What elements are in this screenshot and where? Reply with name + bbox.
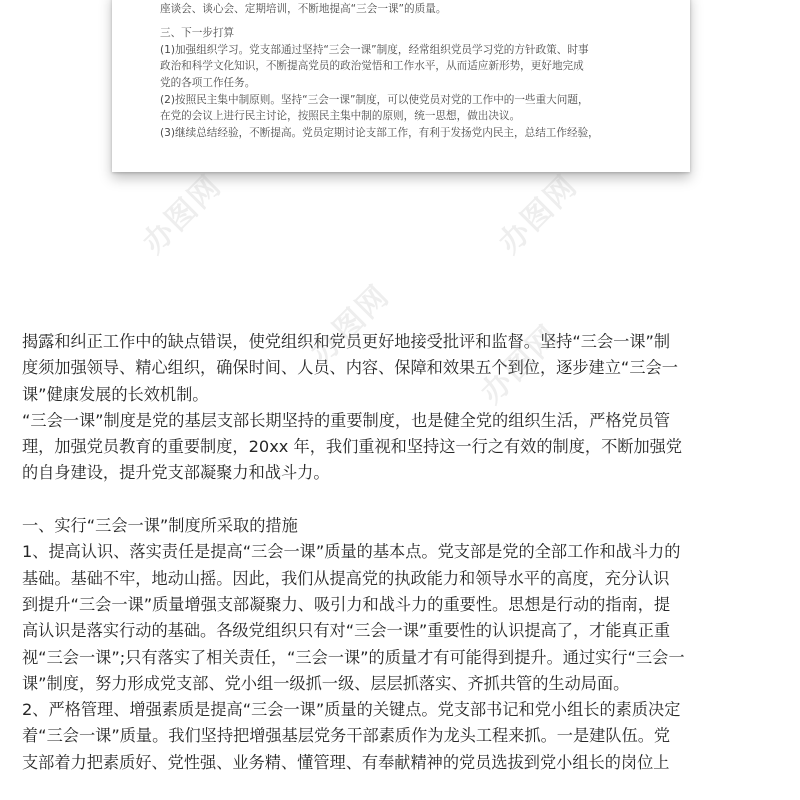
paragraph-spacer (22, 487, 782, 513)
body-line: 基础。基础不牢，地动山摇。因此，我们从提高党的执政能力和领导水平的高度，充分认识 (22, 568, 670, 588)
body-line: 理，加强党员教育的重要制度，20xx 年，我们重视和坚持这一行之有效的制度，不断加强党 (22, 437, 683, 457)
body-line: 一、实行“三会一课”制度所采取的措施 (22, 516, 298, 536)
body-line: 揭露和纠正工作中的缺点错误，使党组织和党员更好地接受批评和监督。坚持“三会一课”制 (22, 332, 671, 351)
preview-line: 座谈会、谈心会、定期培训，不断地提高“三会一课”的质量。 (160, 2, 447, 15)
watermark: 办图网 (474, 318, 567, 411)
body-line: “三会一课”制度是党的基层支部长期坚持的重要制度，也是健全党的组织生活，严格党员管 (22, 410, 671, 430)
watermark: 办图网 (136, 168, 229, 261)
preview-text-block (160, 0, 660, 141)
body-line: 2、严格管理、增强素质是提高“三会一课”质量的关键点。党支部书记和党小组长的素质决定 (22, 700, 681, 720)
preview-line: 三、下一步打算 (160, 27, 235, 40)
preview-line: (3)继续总结经验，不断提高。党员定期讨论支部工作，有利于发扬党内民主，总结工作经验， (160, 126, 599, 139)
main-text-block (22, 329, 782, 776)
body-line: 的自身建设，提升党支部凝聚力和战斗力。 (22, 463, 330, 483)
body-line: 度须加强领导、精心组织，确保时间、人员、内容、保障和效果五个到位，逐步建立“三会一 (22, 358, 678, 378)
body-line: 支部着力把素质好、党性强、业务精、懂管理、有奉献精神的党员选拔到党小组长的岗位上 (22, 752, 670, 772)
preview-line: (1)加强组织学习。党支部通过坚持“三会一课”制度，经常组织党员学习党的方针政策、时事 (160, 43, 589, 56)
preview-line: 在党的会议上进行民主讨论，按照民主集中制的原则，统一思想，做出决议。 (160, 110, 521, 123)
document-preview-card (112, 0, 690, 172)
body-line: 着“三会一课”质量。我们坚持把增强基层党务干部素质作为龙头工程来抓。一是建队伍。党 (22, 726, 671, 746)
body-line: 课”制度，努力形成党支部、党小组一级抓一级、层层抓落实、齐抓共管的生动局面。 (22, 673, 630, 693)
body-line: 1、提高认识、落实责任是提高“三会一课”质量的基本点。党支部是党的全部工作和战斗力的 (22, 542, 681, 562)
body-line: 视“三会一课”;只有落实了相关责任，“三会一课”的质量才有可能得到提升。通过实行“三会一 (22, 647, 685, 667)
body-line: 到提升“三会一课”质量增强支部凝聚力、吸引力和战斗力的重要性。思想是行动的指南，提 (22, 594, 671, 614)
watermark: 办图网 (492, 168, 585, 261)
preview-spacer (160, 17, 660, 25)
watermark: 办图网 (304, 278, 397, 371)
body-line: 高认识是落实行动的基础。各级党组织只有对“三会一课”重要性的认识提高了，才能真正重 (22, 621, 671, 641)
preview-line: 党的各项工作任务。 (160, 76, 256, 89)
preview-line: 政治和科学文化知识，不断提高党员的政治觉悟和工作水平，从而适应新形势，更好地完成 (160, 60, 584, 73)
body-line: 课”健康发展的长效机制。 (22, 384, 209, 404)
preview-line: (2)按照民主集中制原则。坚持“三会一课”制度，可以使党员对党的工作中的一些重大问题， (160, 93, 589, 106)
